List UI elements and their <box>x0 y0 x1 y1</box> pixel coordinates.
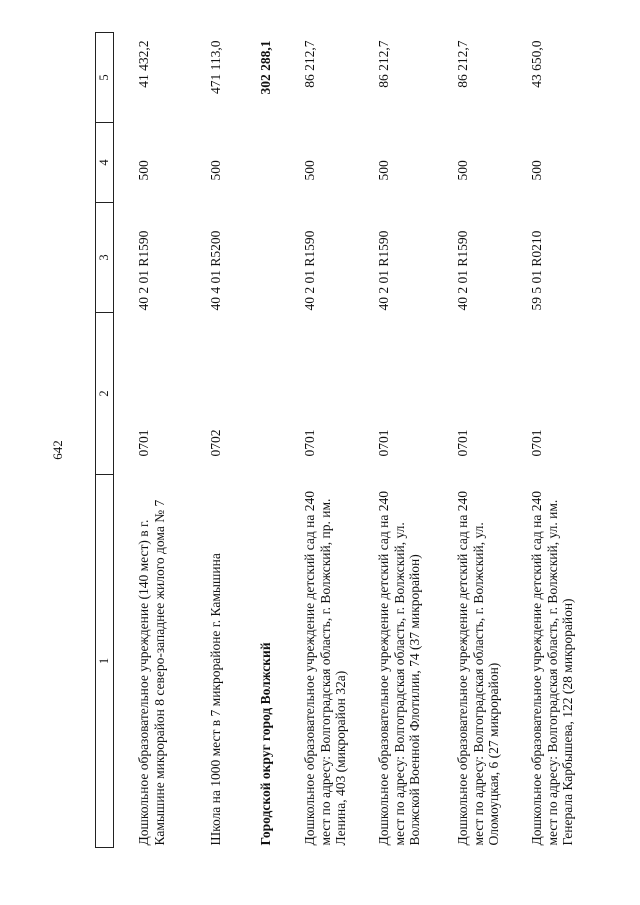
group-heading: Городской округ город Волжский <box>258 642 273 846</box>
row-code: 59 5 01 R0210 <box>529 230 544 311</box>
header-col-1: 1 <box>96 475 114 848</box>
table-row <box>114 33 207 848</box>
row-section: 0701 <box>529 429 544 457</box>
row-type: 500 <box>455 160 470 181</box>
row-type: 500 <box>302 160 317 181</box>
row-amount: 86 212,7 <box>455 40 470 88</box>
row-name: Школа на 1000 мест в 7 микрорайоне г. Камышина <box>208 553 223 846</box>
table-row <box>298 33 372 848</box>
row-type: 500 <box>136 160 151 181</box>
header-col-3: 3 <box>96 203 114 313</box>
row-amount: 471 113,0 <box>208 40 223 94</box>
budget-table <box>95 32 601 848</box>
row-name: Дошкольное образовательное учреждение детский сад на 240 мест по адресу: Волгоградская область, г. Волжский, ул. Оломоуцкая, 6 (27 микрорайон) <box>455 490 501 846</box>
row-name: Дошкольное образовательное учреждение (140 мест) в г. Камышине микрорайон 8 северо-западнее жилого дома № 7 <box>136 499 167 846</box>
row-section: 0701 <box>376 429 391 457</box>
header-col-5: 5 <box>96 33 114 123</box>
table-row-group-heading <box>254 33 298 848</box>
row-amount: 86 212,7 <box>376 40 391 88</box>
row-amount: 43 650,0 <box>529 40 544 88</box>
row-code: 40 2 01 R1590 <box>302 230 317 311</box>
table-row <box>451 33 525 848</box>
group-amount: 302 288,1 <box>258 40 273 95</box>
row-section: 0701 <box>455 429 470 457</box>
row-section: 0701 <box>302 429 317 457</box>
row-code: 40 4 01 R5200 <box>208 230 223 311</box>
row-type: 500 <box>376 160 391 181</box>
row-section: 0701 <box>136 429 151 457</box>
row-name: Дошкольное образовательное учреждение детский сад на 240 мест по адресу: Волгоградская область, г. Волжский, ул. Волжской Военной Флотилии, 74 (37 микрорайон) <box>376 490 422 846</box>
row-type: 500 <box>208 160 223 181</box>
row-name: Дошкольное образовательное учреждение детский сад на 240 мест по адресу: Волгоградская область, г. Волжский, пр. им. Ленина, 403 (микрорайон 32а) <box>302 490 348 846</box>
table-row <box>206 33 254 848</box>
row-amount: 86 212,7 <box>302 40 317 88</box>
budget-table-sheet <box>95 33 620 848</box>
row-section: 0702 <box>208 429 223 457</box>
page-number: 642 <box>50 440 65 460</box>
row-amount: 41 432,2 <box>136 40 151 88</box>
row-code: 40 2 01 R1590 <box>376 230 391 311</box>
table-header-row <box>96 33 114 848</box>
row-type: 500 <box>529 160 544 181</box>
table-row <box>525 33 601 848</box>
row-name: Дошкольное образовательное учреждение детский сад на 240 мест по адресу: Волгоградская область, г. Волжский, ул. им. Генерала Карбышева, 122 (28 микрорайон) <box>529 490 575 846</box>
row-code: 40 2 01 R1590 <box>136 230 151 311</box>
header-col-4: 4 <box>96 123 114 203</box>
table-row <box>372 33 451 848</box>
header-col-2: 2 <box>96 313 114 475</box>
row-code: 40 2 01 R1590 <box>455 230 470 311</box>
